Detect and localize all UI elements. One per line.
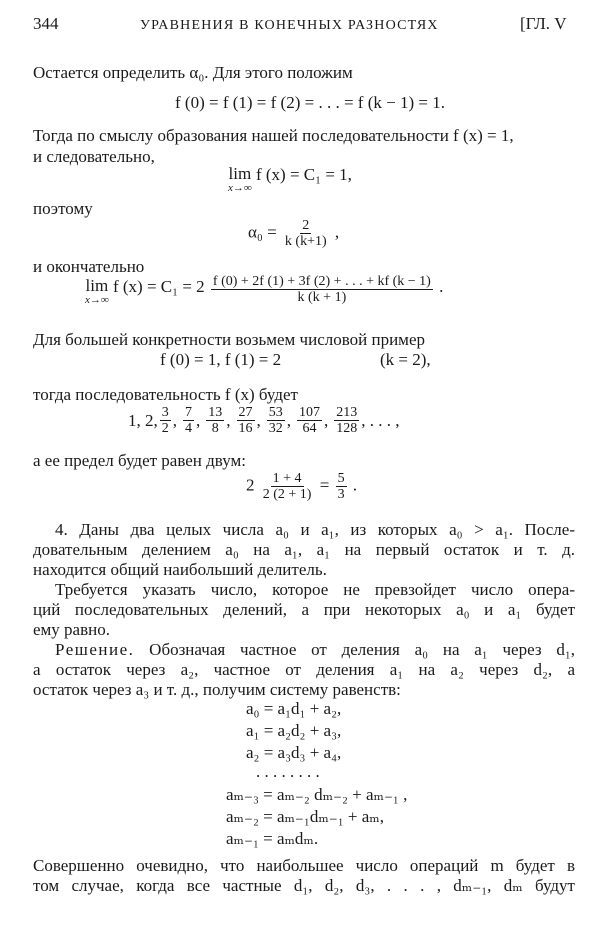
sequence-fraction bbox=[267, 405, 285, 436]
denominator: 32 bbox=[268, 421, 283, 436]
system-eq: a₁ = a₂d₂ + a₃, bbox=[246, 721, 342, 740]
system-dots: . . . . . . . . bbox=[256, 762, 320, 781]
limit-operator bbox=[228, 165, 252, 194]
comma: , bbox=[226, 410, 231, 430]
text-line: ций последовательных делений, а при некоторых a₀ и a₁ будет bbox=[33, 600, 575, 619]
equation-initial: f (0) = f (1) = f (2) = . . . = f (k − 1) = 1. bbox=[175, 93, 445, 112]
denominator: 16 bbox=[238, 421, 253, 436]
denominator: 128 bbox=[336, 421, 358, 436]
numerator: 1 + 4 bbox=[272, 471, 302, 486]
text-line: Остается определить α₀. Для этого положим bbox=[33, 63, 353, 82]
fraction-left bbox=[261, 471, 314, 502]
numerator: 53 bbox=[268, 405, 283, 420]
denominator: k (k+1) bbox=[284, 234, 327, 249]
lim-word: lim bbox=[228, 164, 252, 183]
sequence-start: 1, 2, bbox=[128, 410, 158, 430]
text-line: довательным делением a₀ на a₁, a₁ на первый остаток и т. д. bbox=[33, 540, 575, 559]
text-line: ему равно. bbox=[33, 620, 110, 639]
lim-body: f (x) = C₁ = 1, bbox=[255, 165, 352, 184]
system-eq: aₘ₋₂ = aₘ₋₁dₘ₋₁ + aₘ, bbox=[226, 807, 384, 826]
eq-tail: . bbox=[352, 475, 358, 495]
denominator: 3 bbox=[337, 487, 345, 502]
fraction-right bbox=[336, 471, 347, 502]
numerator: 2 bbox=[302, 218, 310, 233]
equation-alpha bbox=[248, 218, 339, 249]
text-line: поэтому bbox=[33, 199, 93, 218]
numerator: 107 bbox=[299, 405, 320, 420]
chapter-label: [ГЛ. V bbox=[520, 14, 567, 33]
text-line: Для большей конкретности возьмем числовой пример bbox=[33, 330, 425, 349]
equation-limit-2 bbox=[85, 274, 444, 306]
sequence-fraction bbox=[237, 405, 255, 436]
text-line: и следовательно, bbox=[33, 147, 155, 166]
system-eq: a₂ = a₃d₃ + a₄, bbox=[246, 743, 342, 762]
text-line: тогда последовательность f (x) будет bbox=[33, 385, 298, 404]
comma: , bbox=[196, 410, 201, 430]
numerator: 13 bbox=[208, 405, 223, 420]
limit-operator bbox=[85, 277, 109, 306]
text-line: Тогда по смыслу образования нашей последовательности f (x) = 1, bbox=[33, 126, 514, 145]
numerator: 5 bbox=[337, 471, 345, 486]
text-line: и окончательно bbox=[33, 257, 145, 276]
denominator: 8 bbox=[211, 421, 219, 436]
alpha-lhs: α₀ = bbox=[248, 222, 277, 242]
system-eq: aₘ₋₃ = aₘ₋₂ dₘ₋₂ + aₘ₋₁ , bbox=[226, 785, 408, 804]
lim-subscript: x→∞ bbox=[85, 294, 109, 306]
limit-fraction bbox=[211, 274, 433, 305]
numerator: f (0) + 2f (1) + 3f (2) + . . . + kf (k − 1) bbox=[212, 274, 431, 289]
sequence-fraction bbox=[206, 405, 224, 436]
running-title: УРАВНЕНИЯ В КОНЕЧНЫХ РАЗНОСТЯХ bbox=[140, 18, 439, 33]
sequence-fraction bbox=[297, 405, 322, 436]
lim-tail: . bbox=[439, 277, 444, 296]
system-eq: a₀ = a₁d₁ + a₂, bbox=[246, 699, 342, 718]
example-k: (k = 2), bbox=[380, 350, 431, 369]
equation-limit-1 bbox=[228, 165, 352, 194]
comma: , bbox=[172, 410, 177, 430]
denominator: k (k + 1) bbox=[297, 290, 347, 305]
numerator: 213 bbox=[336, 405, 358, 420]
sequence-end: , . . . , bbox=[361, 410, 400, 430]
equals-sign: = bbox=[319, 475, 330, 495]
text-line: Совершенно очевидно, что наибольшее число операций m будет в bbox=[33, 856, 575, 875]
denominator: 64 bbox=[302, 421, 317, 436]
lead-coefficient: 2 bbox=[246, 475, 255, 495]
sequence bbox=[128, 405, 400, 436]
numerator: 7 bbox=[185, 405, 192, 420]
solution-label: Решение. bbox=[55, 640, 135, 659]
lim-subscript: x→∞ bbox=[228, 182, 252, 194]
equation-limit-value bbox=[246, 471, 357, 502]
comma: , bbox=[256, 410, 261, 430]
text-line: том случае, когда все частные d₁, d₂, d₃, . . . , dₘ₋₁, dₘ будут bbox=[33, 876, 575, 895]
example-values: f (0) = 1, f (1) = 2 bbox=[160, 350, 282, 369]
numerator: 27 bbox=[238, 405, 253, 420]
sequence-fraction bbox=[160, 405, 171, 436]
text-line bbox=[55, 640, 575, 660]
alpha-tail: , bbox=[334, 222, 340, 242]
sequence-fraction bbox=[183, 405, 194, 436]
text-line: остаток через a₃ и т. д., получим систему равенств: bbox=[33, 680, 401, 699]
denominator: 4 bbox=[185, 421, 192, 436]
solution-text: Обозначая частное от деления a₀ на a₁ через d₁, bbox=[134, 640, 575, 659]
lim-word: lim bbox=[85, 276, 109, 295]
lim-lhs: f (x) = C₁ = 2 bbox=[112, 277, 205, 296]
page-number: 344 bbox=[33, 14, 59, 33]
text-line: а ее предел будет равен двум: bbox=[33, 451, 247, 470]
comma: , bbox=[286, 410, 291, 430]
sequence-fraction bbox=[334, 405, 359, 436]
denominator: 2 bbox=[161, 421, 169, 436]
text-line: а остаток через a₂, частное от деления a₁ на a₂ через d₂, а bbox=[33, 660, 575, 679]
text-line: находится общий наибольший делитель. bbox=[33, 560, 327, 579]
numerator: 3 bbox=[161, 405, 169, 420]
text-line: 4. Даны два целых числа a₀ и a₁, из которых a₀ > a₁. После- bbox=[55, 520, 575, 539]
comma: , bbox=[324, 410, 329, 430]
system-eq: aₘ₋₁ = aₘdₘ. bbox=[226, 829, 319, 848]
alpha-fraction bbox=[283, 218, 329, 249]
denominator: 2 (2 + 1) bbox=[262, 487, 312, 502]
text-line: Требуется указать число, которое не превзойдет число опера- bbox=[55, 580, 575, 599]
